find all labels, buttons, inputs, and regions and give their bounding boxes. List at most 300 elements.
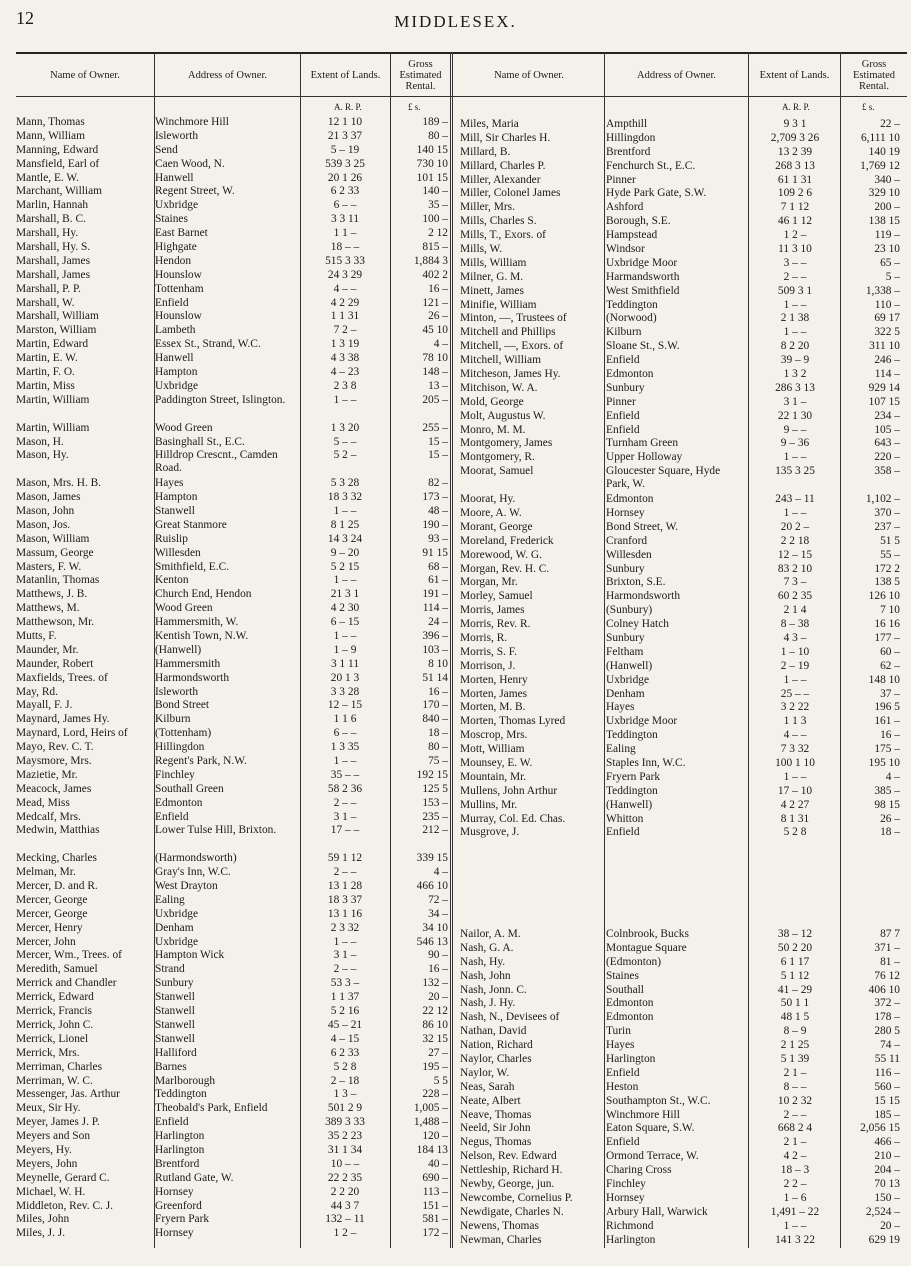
owner-address: Turin [606, 1025, 631, 1038]
owner-address: Bond Street [155, 699, 210, 712]
owner-name: Nailor, A. M. [460, 928, 521, 940]
land-extent: 5 2 8 [783, 826, 807, 839]
land-extent: 9 – 36 [780, 437, 810, 450]
owner-name: Meyers, John [16, 1157, 78, 1170]
gross-rental: 81 – [880, 955, 900, 968]
land-extent: 4 – – [333, 282, 357, 295]
table-row [16, 1047, 456, 1061]
table-row [16, 116, 456, 130]
owner-address: Kentish Town, N.W. [155, 629, 249, 642]
table-row [16, 324, 456, 338]
land-extent: 50 2 20 [777, 941, 813, 954]
owner-address: Hornsey [155, 1227, 194, 1240]
table-row [16, 491, 456, 505]
owner-address: Ampthill [606, 118, 648, 130]
page-title: MIDDLESEX. [394, 12, 517, 31]
gross-rental: 74 – [880, 1039, 900, 1052]
gross-rental: 86 10 [422, 1018, 448, 1031]
owner-name: Morley, Samuel [460, 590, 533, 603]
owner-name: Mitcheson, James Hy. [460, 368, 561, 381]
owner-address: Lambeth [155, 324, 196, 337]
table-row [460, 1039, 900, 1053]
owner-name: Mason, James [16, 491, 81, 504]
header-extent-right: Extent of Lands. [759, 69, 830, 81]
owner-name: Medcalf, Mrs. [16, 810, 81, 823]
owner-address: Pinner [606, 173, 636, 186]
owner-address: Brentford [155, 1157, 200, 1170]
owner-address: Ashford [606, 201, 644, 214]
table-row [16, 672, 456, 686]
land-extent: 2 3 32 [330, 921, 360, 934]
owner-name: Morris, Rev. R. [460, 618, 531, 631]
table-row [460, 1234, 900, 1248]
table-row [460, 646, 900, 660]
owner-address: Ormond Terrace, W. [606, 1150, 699, 1163]
gross-rental: 2 12 [428, 227, 448, 240]
land-extent: 509 3 1 [777, 284, 813, 297]
gross-rental: 103 – [422, 643, 448, 656]
owner-address: Gray's Inn, W.C. [155, 866, 231, 879]
owner-address: Pinner [606, 395, 636, 408]
owner-address: Teddington [606, 729, 658, 742]
gross-rental: 205 – [422, 393, 448, 406]
owner-name: Michael, W. H. [16, 1185, 86, 1198]
gross-rental: 16 – [428, 685, 448, 698]
gross-rental: 138 5 [874, 576, 900, 589]
owner-address: Harlington [606, 1233, 656, 1246]
land-extent: 18 3 32 [327, 491, 363, 504]
gross-rental: 255 – [422, 421, 448, 434]
land-extent: 12 – 15 [777, 548, 813, 561]
owner-address: Basinghall St., E.C. [155, 435, 245, 448]
table-row [16, 380, 456, 394]
gross-rental: 358 – [874, 465, 900, 478]
gross-rental: 40 – [428, 1157, 448, 1170]
owner-name: Maunder, Mr. [16, 643, 79, 656]
gross-rental: 190 – [422, 518, 448, 531]
gross-rental: 90 – [428, 949, 448, 962]
owner-address: Stanwell [155, 504, 195, 517]
owner-address: Edmonton [606, 997, 654, 1010]
owner-address: Winchmore Hill [606, 1108, 680, 1121]
owner-address: Hounslow [155, 268, 202, 281]
table-row [460, 1095, 900, 1109]
header-extent-left: Extent of Lands. [310, 69, 381, 81]
owner-address: Sunbury [606, 381, 645, 394]
owner-name: Morten, James [460, 687, 528, 700]
gross-rental: 1,488 – [413, 1116, 448, 1129]
owner-address: Edmonton [606, 493, 654, 506]
land-extent: 46 1 12 [777, 215, 813, 228]
owner-address: Kilburn [155, 713, 191, 726]
owner-address: Teddington [606, 784, 658, 797]
owner-name: Meyer, James J. P. [16, 1116, 100, 1129]
owner-address: Enfield [155, 296, 189, 309]
gross-rental: 51 5 [880, 534, 900, 547]
owner-name: Negus, Thomas [460, 1136, 532, 1149]
table-row [460, 229, 900, 243]
table-row [16, 894, 456, 908]
table-row [460, 549, 900, 563]
gross-rental: 45 10 [422, 324, 448, 337]
owner-address: Rutland Gate, W. [155, 1171, 234, 1184]
gross-rental: 116 – [874, 1066, 900, 1079]
owner-address: Smithfield, E.C. [155, 560, 230, 573]
owner-name: Meredith, Samuel [16, 963, 98, 976]
table-row [16, 310, 456, 324]
gross-rental: 189 – [422, 116, 448, 128]
land-extent: 12 1 10 [327, 116, 363, 128]
owner-name: Marston, William [16, 324, 97, 337]
owner-address: Ealing [606, 743, 636, 756]
gross-rental: 1,102 – [865, 493, 900, 506]
table-row [16, 1019, 456, 1033]
owner-name: Nash, G. A. [460, 941, 514, 954]
owner-name: Mitchison, W. A. [460, 381, 538, 394]
extent-units-left: A. R. P. [334, 102, 362, 112]
table-row [460, 174, 900, 188]
owner-name: Mercer, George [16, 893, 88, 906]
land-extent: 3 1 11 [330, 657, 360, 670]
gross-rental: 48 – [428, 504, 448, 517]
right-owner-list-n [460, 928, 900, 1247]
land-extent: 7 3 – [783, 576, 807, 589]
gross-rental: 629 19 [868, 1233, 900, 1246]
land-extent: 18 – – [330, 241, 360, 254]
owner-address: Fenchurch St., E.C. [606, 159, 696, 172]
owner-address: Enfield [606, 826, 640, 839]
land-extent: 1 – – [333, 393, 357, 406]
owner-name: Marshall, P. P. [16, 282, 81, 295]
land-extent: 4 – – [783, 729, 807, 742]
owner-address: Regent Street, W. [155, 185, 235, 198]
land-extent: 18 – 3 [780, 1164, 810, 1177]
owner-address: Denham [155, 921, 194, 934]
owner-address: Edmonton [606, 1011, 654, 1024]
land-extent: 20 1 3 [330, 671, 360, 684]
land-extent: 4 – 15 [330, 1032, 360, 1045]
owner-address: Uxbridge Moor [606, 256, 678, 269]
table-row [16, 602, 456, 616]
owner-address: Willesden [155, 546, 201, 559]
owner-name: Merrick, Mrs. [16, 1046, 80, 1059]
owner-name: Marshall, James [16, 254, 91, 267]
owner-name: Miller, Colonel James [460, 187, 561, 200]
table-row [460, 340, 900, 354]
header-address-left: Address of Owner. [187, 69, 268, 81]
gross-rental: 466 – [874, 1136, 900, 1149]
table-row [16, 741, 456, 755]
gross-rental: 200 – [874, 201, 900, 214]
land-extent: 141 3 22 [775, 1233, 815, 1246]
table-row [16, 158, 456, 172]
table-row [16, 936, 456, 950]
land-extent: 9 3 1 [783, 118, 807, 130]
page-number: 12 [16, 8, 34, 28]
land-extent: 243 – 11 [775, 493, 815, 506]
table-row [16, 269, 456, 283]
owner-name: Mercer, John [16, 935, 76, 948]
table-row [460, 493, 900, 507]
owner-address: Wood Green [155, 421, 213, 434]
gross-rental: 161 – [874, 715, 900, 728]
land-extent: 6 2 33 [330, 1046, 360, 1059]
owner-name: Newdigate, Charles N. [460, 1205, 564, 1218]
gross-rental: 184 13 [416, 1143, 448, 1156]
header-name-left: Name of Owner. [50, 69, 120, 81]
table-row [16, 699, 456, 713]
table-row [16, 769, 456, 783]
owner-address: Uxbridge [155, 935, 199, 948]
table-row [16, 130, 456, 144]
land-extent: 1 – 6 [783, 1191, 807, 1204]
owner-address: Teddington [155, 1088, 207, 1101]
gross-rental: 119 – [874, 229, 900, 242]
gross-rental: 329 10 [868, 187, 900, 200]
table-row [460, 715, 900, 729]
owner-name: Morris, R. [460, 631, 508, 644]
land-extent: 1 3 35 [330, 741, 360, 754]
table-row [16, 436, 456, 450]
gross-rental: 140 19 [868, 145, 900, 158]
gross-rental: 311 10 [869, 340, 900, 353]
owner-name: Newby, George, jun. [460, 1178, 555, 1191]
gross-rental: 195 10 [868, 756, 900, 769]
owner-name: Neas, Sarah [460, 1080, 515, 1093]
land-extent: 14 3 24 [327, 532, 363, 545]
owner-address: Brentford [606, 145, 651, 158]
owner-name: Marlin, Hannah [16, 199, 89, 212]
table-row [16, 533, 456, 547]
owner-name: Minett, James [460, 284, 524, 297]
owner-address: Enfield [606, 409, 640, 422]
land-extent: 25 – – [780, 687, 810, 700]
owner-name: Morant, George [460, 520, 533, 533]
land-extent: 7 3 32 [780, 743, 810, 756]
gross-rental: 560 – [874, 1080, 900, 1093]
table-row [460, 785, 900, 799]
owner-address: Feltham [606, 645, 644, 658]
owner-address: Borough, S.E. [606, 215, 671, 228]
gross-rental: 34 – [428, 907, 448, 920]
owner-name: Mason, Mrs. H. B. [16, 477, 102, 490]
table-row [460, 160, 900, 174]
owner-name: Mitchell, William [460, 354, 541, 367]
table-row [460, 618, 900, 632]
owner-name: Marchant, William [16, 185, 103, 198]
gross-rental: 153 – [422, 796, 448, 809]
gross-rental: 76 12 [874, 969, 900, 982]
owner-name: Merrick, Lionel [16, 1032, 89, 1045]
land-extent: 1 – – [783, 326, 807, 339]
owner-address: Harlington [155, 1143, 205, 1156]
owner-name: Morten, Henry [460, 673, 528, 686]
gross-rental: 61 – [428, 574, 448, 587]
land-extent: 1 2 – [783, 229, 807, 242]
land-extent: 83 2 10 [777, 562, 813, 575]
gross-rental: 126 10 [868, 590, 900, 603]
table-row [460, 521, 900, 535]
land-extent: 2,709 3 26 [770, 131, 820, 144]
owner-address: Eaton Square, S.W. [606, 1122, 695, 1135]
owner-name: Morten, M. B. [460, 701, 526, 714]
owner-name: Manning, Edward [16, 143, 99, 156]
owner-name: Mills, William [460, 256, 527, 269]
table-row [460, 590, 900, 604]
gross-rental: 371 – [874, 941, 900, 954]
land-extent: 17 – 10 [777, 784, 813, 797]
table-row [16, 297, 456, 311]
table-row [460, 743, 900, 757]
owner-address: Uxbridge [155, 199, 199, 212]
land-extent: 20 2 – [780, 520, 810, 533]
owner-name: Nation, Richard [460, 1039, 533, 1052]
owner-name: Newens, Thomas [460, 1219, 539, 1232]
gross-rental: 13 – [428, 379, 448, 392]
owner-name: Mold, George [460, 395, 524, 408]
owner-address: Hillingdon [606, 131, 656, 144]
owner-name: Maunder, Robert [16, 657, 94, 670]
gross-rental: 15 – [428, 435, 448, 448]
owner-name: Merriman, Charles [16, 1060, 103, 1073]
owner-name: Martin, William [16, 421, 90, 434]
table-row [16, 227, 456, 241]
land-extent: 1 3 – [333, 1088, 357, 1101]
owner-name: Nash, John [460, 969, 511, 982]
owner-address: Hampton Wick [155, 949, 225, 962]
owner-address: Southall Green [155, 782, 224, 795]
gross-rental: 80 – [428, 741, 448, 754]
owner-address: Richmond [606, 1219, 654, 1232]
gross-rental: 148 – [422, 366, 448, 379]
land-extent: 286 3 13 [775, 381, 815, 394]
gross-rental: 78 10 [422, 352, 448, 365]
land-extent: 1 3 19 [330, 338, 360, 351]
gross-rental: 132 – [422, 977, 448, 990]
table-row [16, 1102, 456, 1116]
header-rule [16, 96, 907, 97]
owner-address: Harmondsworth [606, 590, 681, 603]
owner-name: Masters, F. W. [16, 560, 82, 573]
table-row [16, 797, 456, 811]
land-extent: 539 3 25 [325, 157, 365, 170]
owner-name: Moorat, Samuel [460, 465, 534, 478]
owner-address: Uxbridge [606, 673, 650, 686]
owner-name: Morris, James [460, 604, 525, 617]
owner-name: Molt, Augustus W. [460, 409, 546, 422]
owner-name: Maynard, James Hy. [16, 713, 110, 726]
gross-rental: 100 – [422, 213, 448, 226]
owner-name: Matthews, M. [16, 602, 80, 615]
table-row [460, 928, 900, 942]
land-extent: 35 2 23 [327, 1130, 363, 1143]
owner-address: Edmonton [606, 368, 654, 381]
gross-rental: 107 15 [868, 395, 900, 408]
owner-name: Nash, N., Devisees of [460, 1011, 560, 1024]
table-row [16, 477, 456, 491]
gross-rental: 237 – [874, 520, 900, 533]
owner-address: Enfield [606, 423, 640, 436]
gross-rental: 5 5 [433, 1074, 448, 1087]
land-extent: 2 2 – [783, 1178, 807, 1191]
table-row [460, 368, 900, 382]
land-extent: 3 3 11 [330, 213, 360, 226]
table-row [16, 1075, 456, 1089]
table-row [16, 1130, 456, 1144]
table-row [460, 1206, 900, 1220]
owner-name: Moscrop, Mrs. [460, 729, 528, 742]
owner-address: (Harmondsworth) [155, 852, 237, 865]
owner-name: Mercer, Henry [16, 921, 83, 934]
owner-name: Mills, Charles S. [460, 215, 537, 228]
table-row [16, 811, 456, 825]
owner-address: Harmondsworth [155, 671, 230, 684]
land-extent: 2 – – [783, 1108, 807, 1121]
owner-address: Great Stanmore [155, 518, 227, 531]
land-extent: 2 2 20 [330, 1185, 360, 1198]
table-row [460, 312, 900, 326]
owner-address: Stanwell [155, 1005, 195, 1018]
gross-rental: 172 2 [874, 562, 900, 575]
land-extent: 2 – 19 [780, 659, 810, 672]
table-row [16, 630, 456, 644]
table-row [460, 257, 900, 271]
table-row [460, 1122, 900, 1136]
land-extent: 668 2 4 [777, 1122, 813, 1135]
land-extent: 8 – – [783, 1080, 807, 1093]
owner-address: Hayes [606, 701, 635, 714]
gross-rental: 6,111 10 [860, 131, 900, 144]
land-extent: 2 1 – [783, 1136, 807, 1149]
owner-name: Mutts, F. [16, 629, 57, 642]
owner-address: Barnes [155, 1060, 187, 1073]
gross-rental: 24 – [428, 616, 448, 629]
gross-rental: 22 12 [422, 1005, 448, 1018]
owner-name: Neave, Thomas [460, 1108, 532, 1121]
owner-address: Hillingdon [155, 741, 205, 754]
table-row [16, 949, 456, 963]
gross-rental: 18 – [428, 727, 448, 740]
land-extent: 58 2 36 [327, 782, 363, 795]
table-row [16, 1158, 456, 1172]
table-row [460, 970, 900, 984]
table-row [16, 1005, 456, 1019]
land-extent: 2 1 38 [780, 312, 810, 325]
gross-rental: 35 – [428, 199, 448, 212]
owner-address: Harmandsworth [606, 270, 680, 283]
gross-rental: 80 – [428, 129, 448, 142]
owner-name: Merrick and Chandler [16, 977, 117, 990]
gross-rental: 396 – [422, 629, 448, 642]
owner-address: Hilldrop Crescnt., Camden Road. [155, 449, 278, 475]
gross-rental: 8 10 [428, 657, 448, 670]
owner-name: Matthews, J. B. [16, 588, 88, 601]
owner-address: Greenford [155, 1199, 202, 1212]
owner-address: Ealing [155, 893, 185, 906]
table-row [460, 243, 900, 257]
gross-rental: 370 – [874, 506, 900, 519]
land-extent: 5 2 15 [330, 560, 360, 573]
gross-rental: 170 – [422, 699, 448, 712]
owner-name: Nettleship, Richard H. [460, 1164, 563, 1177]
owner-address: Brixton, S.E. [606, 576, 666, 589]
gross-rental: 192 15 [416, 768, 448, 781]
gross-rental: 340 – [874, 173, 900, 186]
owner-name: Mercer, Wm., Trees. of [16, 949, 122, 962]
owner-address: Cranford [606, 534, 648, 547]
owner-name: Massum, George [16, 546, 94, 559]
land-extent: 3 2 22 [780, 701, 810, 714]
